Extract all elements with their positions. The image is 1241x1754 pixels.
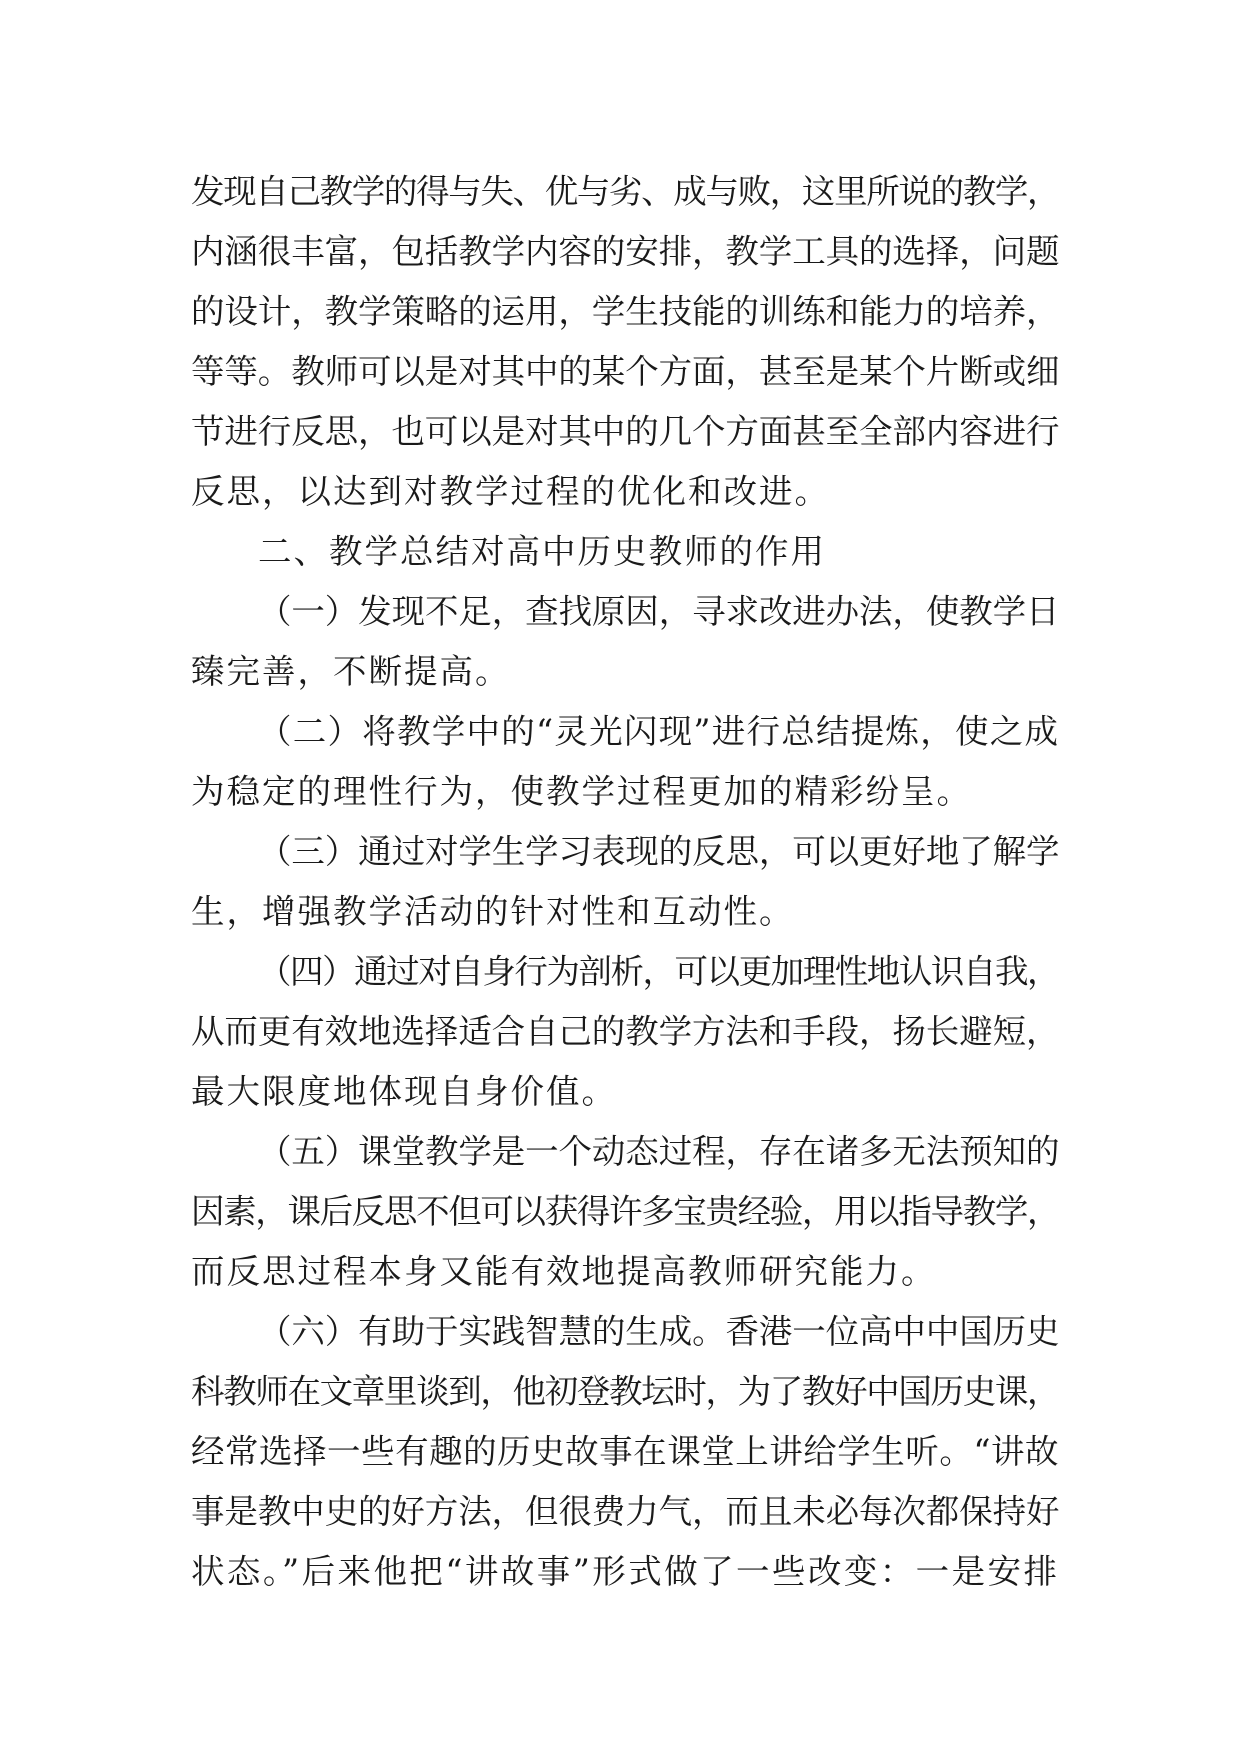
paragraph-item-6 <box>191 1302 1059 1602</box>
text-line: 臻完善，不断提高。 <box>191 652 511 691</box>
paragraph-item-4 <box>191 942 1059 1122</box>
section-heading <box>191 522 1059 582</box>
paragraph-item-2 <box>191 702 1059 822</box>
text-line: （二）将教学中的“灵光闪现”进行总结提炼，使之成 <box>258 712 1059 751</box>
text-line: 经常选择一些有趣的历史故事在课堂上讲给学生听。“讲故 <box>191 1432 1059 1471</box>
text-line: 节进行反思，也可以是对其中的几个方面甚至全部内容进行 <box>191 412 1059 451</box>
text-line: 等等。教师可以是对其中的某个方面，甚至是某个片断或细 <box>191 352 1059 391</box>
text-line: （六）有助于实践智慧的生成。香港一位高中中国历史 <box>258 1312 1059 1351</box>
paragraph-item-3 <box>191 822 1059 942</box>
text-line: 状态。”后来他把“讲故事”形式做了一些改变：一是安排 <box>191 1552 1059 1591</box>
heading-text: 二、教学总结对高中历史教师的作用 <box>258 532 826 571</box>
text-line: （五）课堂教学是一个动态过程，存在诸多无法预知的 <box>258 1132 1059 1171</box>
text-line: 内涵很丰富，包括教学内容的安排，教学工具的选择，问题 <box>191 232 1059 271</box>
text-line: 科教师在文章里谈到，他初登教坛时，为了教好中国历史课， <box>191 1372 1059 1411</box>
paragraph-item-1 <box>191 582 1059 702</box>
text-line: 从而更有效地选择适合自己的教学方法和手段，扬长避短， <box>191 1012 1059 1051</box>
text-line: （三）通过对学生学习表现的反思，可以更好地了解学 <box>258 832 1059 871</box>
text-line: 事是教中史的好方法，但很费力气，而且未必每次都保持好 <box>191 1492 1059 1531</box>
text-line: 的设计，教学策略的运用，学生技能的训练和能力的培养， <box>191 292 1059 331</box>
text-line: （四）通过对自身行为剖析，可以更加理性地认识自我， <box>258 952 1059 991</box>
text-line: 因素，课后反思不但可以获得许多宝贵经验，用以指导教学， <box>191 1192 1059 1231</box>
text-line: 为稳定的理性行为，使教学过程更加的精彩纷呈。 <box>191 772 972 811</box>
body-text <box>191 162 1059 1602</box>
paragraph-1 <box>191 162 1059 522</box>
text-line: 发现自己教学的得与失、优与劣、成与败，这里所说的教学， <box>191 172 1059 211</box>
text-line: 最大限度地体现自身价值。 <box>191 1072 617 1111</box>
text-line: 而反思过程本身又能有效地提高教师研究能力。 <box>191 1252 937 1291</box>
text-line: （一）发现不足，查找原因，寻求改进办法，使教学日 <box>258 592 1059 631</box>
text-line: 生，增强教学活动的针对性和互动性。 <box>191 892 795 931</box>
text-line: 反思，以达到对教学过程的优化和改进。 <box>191 472 830 511</box>
paragraph-item-5 <box>191 1122 1059 1302</box>
